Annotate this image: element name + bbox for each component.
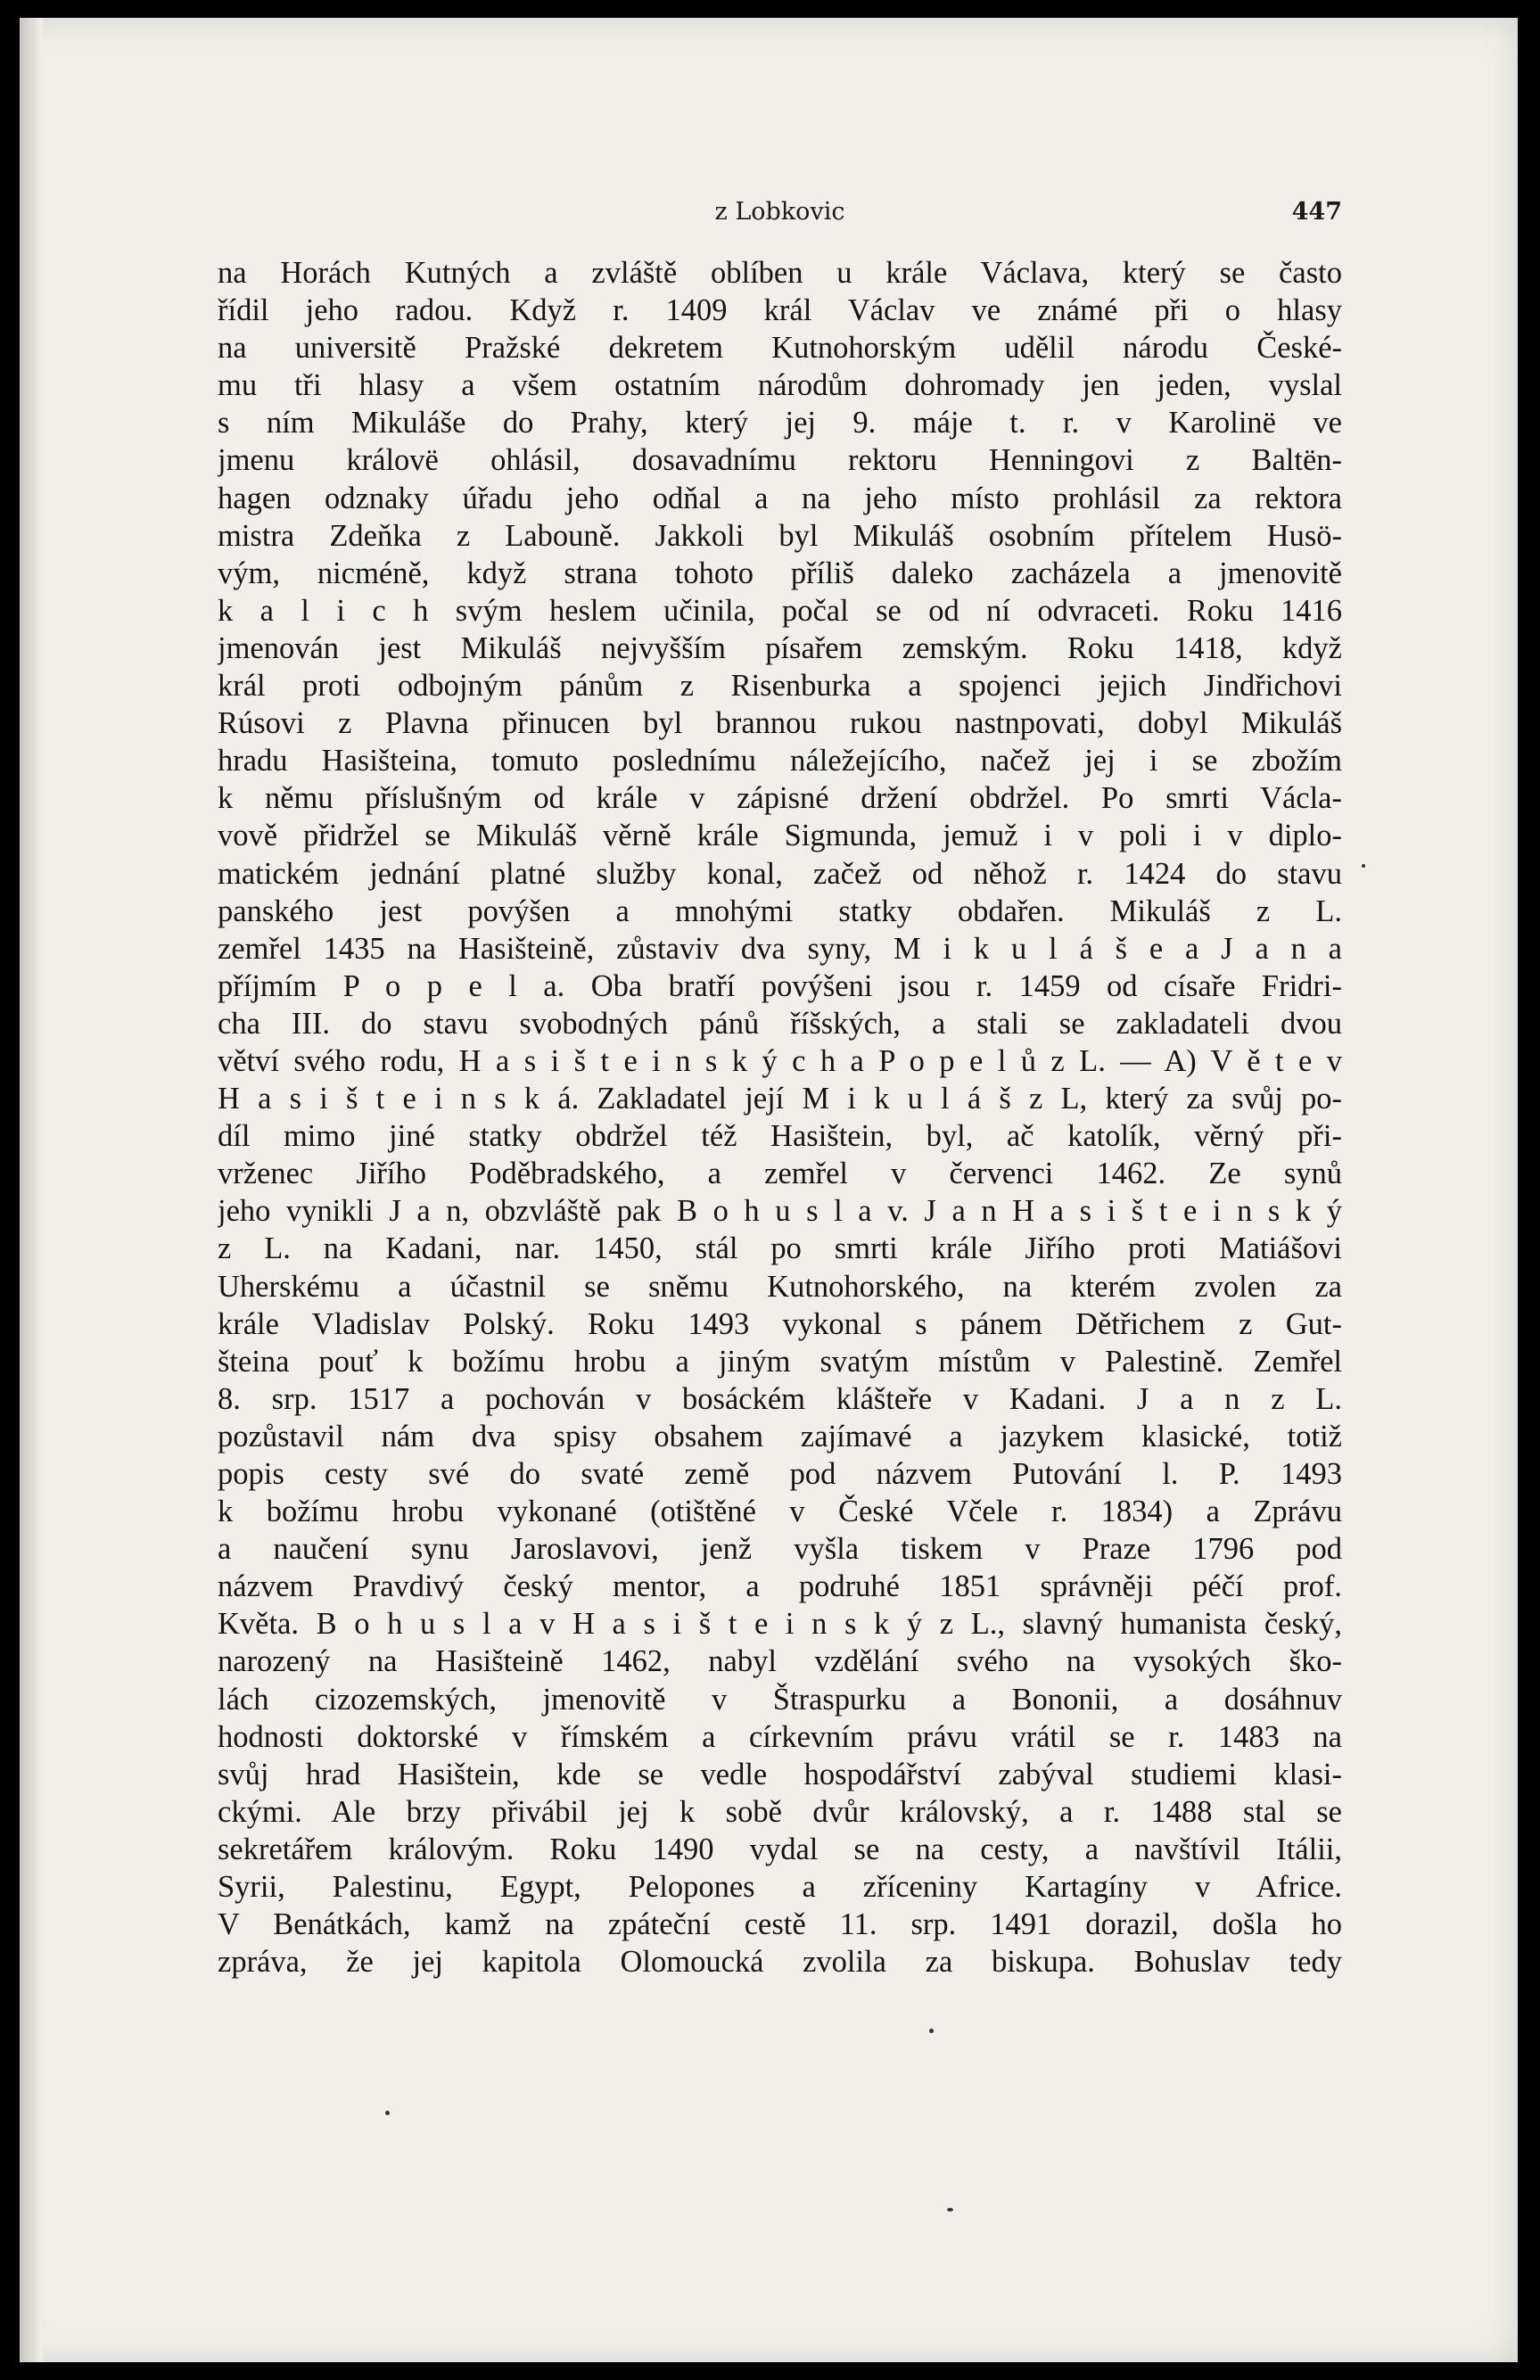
text-line: sekretářem královým. Roku 1490 vydal se na cesty, a navštívil Itálii, <box>218 1832 1342 1866</box>
text-line: jeho vynikli J a n, obzvláště pak B o h u s l a v. J a n H a s i š t e i n s k ý <box>218 1194 1342 1229</box>
text-line: a naučení synu Jaroslavovi, jenž vyšla tiskem v Praze 1796 pod <box>218 1532 1342 1567</box>
text-line: větví svého rodu, H a s i š t e i n s k ý c h a P o p e l ů z L. — A) V ě t e v <box>218 1043 1342 1078</box>
text-line: jmenován jest Mikuláš nejvyšším písařem zemským. Roku 1418, když <box>218 630 1342 665</box>
ink-speck <box>929 2029 934 2033</box>
text-line: k němu příslušným od krále v zápisné držení obdržel. Po smrti Václa- <box>218 781 1342 816</box>
text-line: Uherskému a účastnil se sněmu Kutnohorského, na kterém zvolen za <box>218 1269 1342 1304</box>
text-line: matickém jednání platné služby konal, začež od něhož r. 1424 do stavu <box>218 856 1342 891</box>
text-line: mu tři hlasy a všem ostatním národům dohromady jen jeden, vyslal <box>218 368 1342 403</box>
ink-speck <box>385 2111 390 2115</box>
text-line: panského jest povýšen a mnohými statky obdařen. Mikuláš z L. <box>218 894 1342 928</box>
text-line: král proti odbojným pánům z Risenburka a spojenci jejich Jindřichovi <box>218 669 1342 704</box>
text-line: H a s i š t e i n s k á. Zakladatel její M i k u l á š z L, který za svůj po- <box>218 1082 1342 1116</box>
ink-speck <box>1362 864 1365 868</box>
text-line: narozený na Hasišteině 1462, nabyl vzdělání svého na vysokých ško- <box>218 1644 1342 1679</box>
text-line: hagen odznaky úřadu jeho odňal a na jeho místo prohlásil za rektora <box>218 481 1342 515</box>
text-line: jmenu královë ohlásil, dosavadnímu rektoru Henningovi z Baltën- <box>218 443 1342 478</box>
text-line: zpráva, že jej kapitola Olomoucká zvolila za biskupa. Bohuslav tedy <box>218 1945 1342 1980</box>
page-edge-shadow <box>20 18 43 2362</box>
text-line: s ním Mikuláše do Prahy, který jej 9. máje t. r. v Karolinë ve <box>218 406 1342 441</box>
text-line: šteina pouť k božímu hrobu a jiným svatým místům v Palestině. Zemřel <box>218 1344 1342 1379</box>
running-head <box>218 198 1342 228</box>
page-number: 447 <box>1291 198 1342 226</box>
text-line: 8. srp. 1517 a pochován v bosáckém klášteře v Kadani. J a n z L. <box>218 1381 1342 1416</box>
ink-speck <box>947 2208 953 2211</box>
book-page <box>20 18 1518 2362</box>
text-line: díl mimo jiné statky obdržel též Hasištein, byl, ač katolík, věrný při- <box>218 1119 1342 1154</box>
text-line: V Benátkách, kamž na zpáteční cestě 11. srp. 1491 dorazil, došla ho <box>218 1907 1342 1942</box>
text-line: zemřel 1435 na Hasišteině, zůstaviv dva syny, M i k u l á š e a J a n a <box>218 931 1342 966</box>
text-line: krále Vladislav Polský. Roku 1493 vykonal s pánem Dětřichem z Gut- <box>218 1306 1342 1341</box>
text-line: příjmím P o p e l a. Oba bratří povýšeni jsou r. 1459 od císaře Fridri- <box>218 968 1342 1003</box>
text-line: k a l i c h svým heslem učinila, počal se od ní odvraceti. Roku 1416 <box>218 593 1342 628</box>
text-line: cha III. do stavu svobodných pánů říšských, a stali se zakladateli dvou <box>218 1006 1342 1041</box>
text-line: popis cesty své do svaté země pod názvem Putování l. P. 1493 <box>218 1457 1342 1491</box>
text-line: vově přidržel se Mikuláš věrně krále Sigmunda, jemuž i v poli i v diplo- <box>218 819 1342 853</box>
text-line: Syrii, Palestinu, Egypt, Pelopones a zříceniny Kartagíny v Africe. <box>218 1870 1342 1905</box>
text-line: Květa. B o h u s l a v H a s i š t e i n s k ý z L., slavný humanista český, <box>218 1607 1342 1642</box>
text-line: Rúsovi z Plavna přinucen byl brannou rukou nastnpovati, dobyl Mikuláš <box>218 706 1342 741</box>
text-line: svůj hrad Hasištein, kde se vedle hospodářství zabýval studiemi klasi- <box>218 1757 1342 1791</box>
text-line: hradu Hasišteina, tomuto poslednímu náležejícího, načež jej i se zbožím <box>218 744 1342 778</box>
running-head-title: z Lobkovic <box>714 198 845 226</box>
body-text <box>218 254 1342 1981</box>
text-line: názvem Pravdivý český mentor, a podruhé 1851 správněji péčí prof. <box>218 1569 1342 1604</box>
text-line: z L. na Kadani, nar. 1450, stál po smrti krále Jiřího proti Matiášovi <box>218 1231 1342 1266</box>
text-line: řídil jeho radou. Když r. 1409 král Václav ve známé při o hlasy <box>218 293 1342 328</box>
text-line: hodnosti doktorské v římském a církevním právu vrátil se r. 1483 na <box>218 1719 1342 1754</box>
text-line: vrženec Jiřího Poděbradského, a zemřel v červenci 1462. Ze synů <box>218 1157 1342 1191</box>
text-line: ckými. Ale brzy přivábil jej k sobě dvůr královský, a r. 1488 stal se <box>218 1794 1342 1829</box>
text-line: na universitě Pražské dekretem Kutnohorským udělil národu České- <box>218 331 1342 366</box>
text-line: vým, nicméně, když strana tohoto příliš daleko zacházela a jmenovitě <box>218 556 1342 590</box>
text-line: k božímu hrobu vykonané (otištěné v České Včele r. 1834) a Zprávu <box>218 1495 1342 1529</box>
text-line: lách cizozemských, jmenovitě v Štraspurku a Bononii, a dosáhnuv <box>218 1682 1342 1717</box>
text-line: na Horách Kutných a zvláště oblíben u krále Václava, který se často <box>218 256 1342 290</box>
text-line: mistra Zdeňka z Labouně. Jakkoli byl Mikuláš osobním přítelem Husö- <box>218 518 1342 553</box>
text-line: pozůstavil nám dva spisy obsahem zajímavé a jazykem klasické, totiž <box>218 1419 1342 1454</box>
